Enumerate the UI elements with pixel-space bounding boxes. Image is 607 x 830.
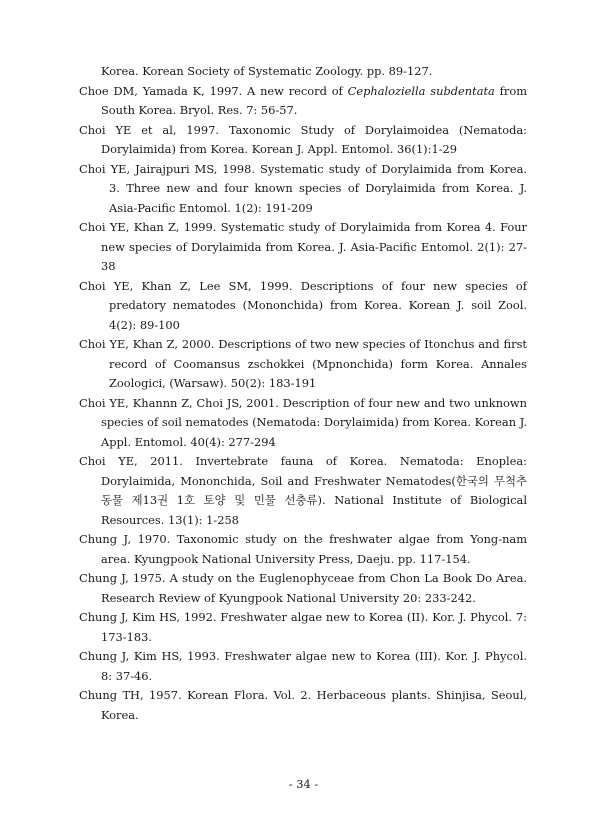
reference-entry: Choi YE, Khannn Z, Choi JS, 2001. Description of four new and two unknown species of soil nematodes (Nematoda: Dorylaimida) from Korea. Korean J. Appl. Entomol. 40(4): 277-294 — [79, 395, 527, 449]
species-name-italic: Cephaloziella subdentata — [347, 83, 495, 98]
reference-text: from South Korea. Bryol. Res. 7: 56-57. — [101, 83, 528, 117]
reference-entry: Chung J, Kim HS, 1992. Freshwater algae new to Korea (II). Kor. J. Phycol. 7: 173-183. — [79, 610, 527, 644]
reference-entry: Choi YE, Khan Z, 2000. Descriptions of two new species of Itonchus and first record of Coomansus zschokkei (Mpnonchida) form Korea. Annales Zoologici, (Warsaw). 50(2): 183-191 — [79, 337, 527, 390]
reference-entry — [79, 82, 527, 121]
reference-entry: Korea. Korean Society of Systematic Zoology. pp. 89-127. — [101, 64, 433, 78]
reference-entry: Choi YE, Jairajpuri MS, 1998. Systematic study of Dorylaimida from Korea. 3. Three new and four known species of Dorylaimida from Korea. J. Asia-Pacific Entomol. 1(2): 191-209 — [79, 161, 527, 215]
reference-entry: Choi YE, Khan Z, 1999. Systematic study of Dorylaimida from Korea 4. Four new species of Dorylaimida from Korea. J. Asia-Pacific Entomol. 2(1): 27-38 — [79, 220, 527, 273]
page-number: - 34 - — [288, 777, 319, 791]
reference-entry: Choi YE, 2011. Invertebrate fauna of Korea. Nematoda: Enoplea: Dorylaimida, Mononchida, Soil and Freshwater Nematodes(한국의 무척추동물 제13권 1호 토양 및 민물 선충류). National Institute of Biological Resources. 13(1): 1-258 — [79, 454, 527, 527]
reference-entry: Chung J, 1970. Taxonomic study on the freshwater algae from Yong-nam area. Kyungpook National University Press, Daeju. pp. 117-154. — [79, 532, 527, 566]
reference-entry: Choi YE, Khan Z, Lee SM, 1999. Descriptions of four new species of predatory nematodes (Mononchida) from Korea. Korean J. soil Zool. 4(2): 89-100 — [79, 278, 527, 332]
reference-list — [79, 62, 527, 725]
reference-entry: Chung J, Kim HS, 1993. Freshwater algae new to Korea (III). Kor. J. Phycol. 8: 37-46. — [79, 649, 527, 683]
reference-text: Choe DM, Yamada K, 1997. A new record of — [79, 83, 348, 98]
reference-entry: Chung TH, 1957. Korean Flora. Vol. 2. Herbaceous plants. Shinjisa, Seoul, Korea. — [79, 688, 527, 722]
reference-entry: Chung J, 1975. A study on the Euglenophyceae from Chon La Book Do Area. Research Review of Kyungpook National University 20: 233-242. — [79, 571, 527, 605]
reference-entry: Choi YE et al, 1997. Taxonomic Study of Dorylaimoidea (Nematoda: Dorylaimida) from Korea. Korean J. Appl. Entomol. 36(1):1-29 — [79, 122, 527, 156]
